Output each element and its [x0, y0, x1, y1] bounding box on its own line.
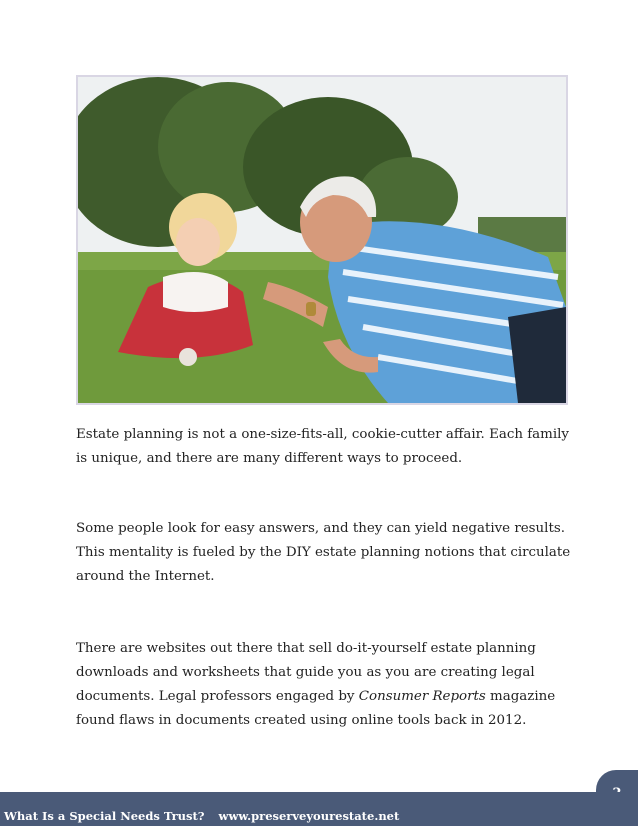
- paragraph-2: Some people look for easy answers, and they can yield negative results. This mentality is fueled by the DIY estate planning notions that circulate around the Internet.: [76, 521, 571, 584]
- paragraph-3-text-end: magazine found flaws in documents created using online tools back in 2012.: [76, 689, 556, 728]
- paragraph-3-text-start: There are websites out there that sell do-it-yourself estate planning downloads and worksheets that guide you as you are creating legal documents. Legal professors engaged by: [76, 641, 536, 704]
- photo-image: [78, 77, 566, 403]
- paragraph-3: [76, 637, 576, 733]
- footer-bar: [0, 792, 638, 826]
- footer-title: What Is a Special Needs Trust?: [4, 809, 205, 823]
- paragraph-1: Estate planning is not a one-size-fits-all, cookie-cutter affair. Each family is unique, and there are many different ways to proceed.: [76, 427, 569, 466]
- publication-name: Consumer Reports: [358, 689, 486, 704]
- photo: [76, 75, 568, 405]
- footer-text: [4, 809, 399, 823]
- footer-url[interactable]: www.preserveyourestate.net: [218, 809, 400, 823]
